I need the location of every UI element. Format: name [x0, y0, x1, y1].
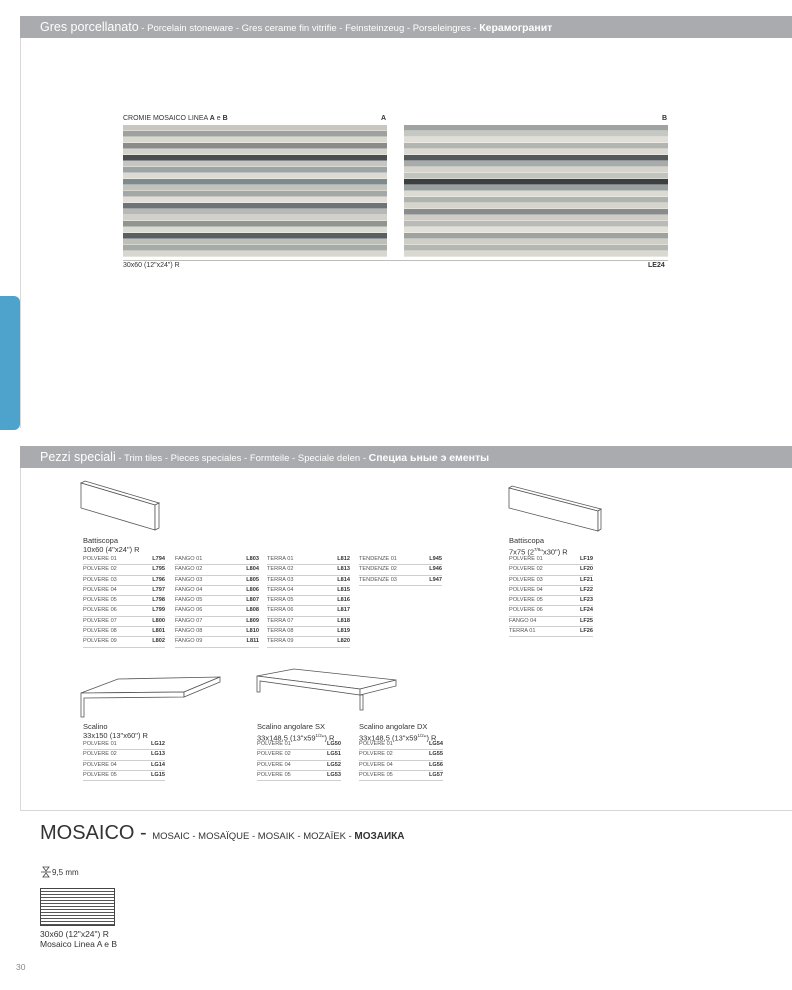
color-name: TERRA 07 — [267, 617, 294, 624]
color-name: FANGO 02 — [175, 566, 203, 573]
article-code: L797 — [152, 586, 165, 593]
article-code: L812 — [337, 556, 350, 562]
article-code: L801 — [152, 628, 165, 635]
table-row — [83, 627, 165, 637]
article-code: L814 — [337, 576, 350, 583]
article-code: L816 — [337, 597, 350, 604]
article-code: LG57 — [429, 771, 443, 778]
table-row — [175, 565, 259, 575]
color-name: TERRA 01 — [509, 628, 536, 635]
tile-swatch-b[interactable] — [404, 125, 668, 257]
article-code: LF22 — [579, 586, 593, 593]
color-name: POLVERE 06 — [509, 607, 543, 614]
tile-size-label: 30x60 (12"x24") R — [123, 262, 180, 269]
tile-stripe — [404, 251, 668, 257]
color-name: POLVERE 04 — [257, 761, 291, 768]
table-row — [257, 761, 341, 771]
color-name: POLVERE 08 — [83, 628, 117, 635]
scalino-angolare-drawing — [256, 668, 398, 712]
color-name: TERRA 09 — [267, 638, 294, 645]
article-code: LF19 — [579, 556, 593, 562]
color-name: FANGO 05 — [175, 597, 203, 604]
article-code: LG51 — [327, 751, 341, 758]
article-code: L806 — [246, 586, 259, 593]
article-code: LG53 — [327, 771, 341, 778]
scalino-dx-table — [359, 740, 443, 781]
table-row — [175, 586, 259, 596]
article-code: L815 — [337, 586, 350, 593]
article-code: L817 — [337, 607, 350, 614]
color-name: POLVERE 02 — [83, 566, 117, 573]
color-name: POLVERE 03 — [83, 576, 117, 583]
table-row — [83, 740, 165, 750]
color-name: POLVERE 01 — [83, 556, 117, 562]
article-code: L819 — [337, 628, 350, 635]
table-row — [83, 750, 165, 760]
table-row — [83, 565, 165, 575]
article-code: LG55 — [429, 751, 443, 758]
battiscopa-table-polvere — [83, 555, 165, 648]
table-row — [509, 586, 593, 596]
scalino-drawing — [80, 675, 222, 719]
page-number: 30 — [16, 962, 26, 972]
table-row — [175, 555, 259, 565]
battiscopa-title: Battiscopa 10x60 (4"x24") R — [83, 536, 140, 554]
color-name: FANGO 08 — [175, 628, 203, 635]
article-code: LG50 — [327, 741, 341, 747]
thickness-value: 9,5 mm — [52, 867, 79, 877]
table-row — [359, 771, 443, 781]
scalino-dx-title: Scalino angolare DX 33x148,5 $(13"x59^{1/2}")$ R — [359, 722, 437, 743]
color-name: TERRA 03 — [267, 576, 294, 583]
article-code: LF23 — [579, 597, 593, 604]
section-header-gres — [20, 16, 792, 38]
mosaico-tile-drawing[interactable] — [40, 888, 115, 926]
article-code: LF25 — [579, 617, 593, 624]
color-name: POLVERE 03 — [509, 576, 543, 583]
color-name: FANGO 04 — [509, 617, 537, 624]
color-name: FANGO 06 — [175, 607, 203, 614]
article-code: LF21 — [579, 576, 593, 583]
section-divider — [20, 810, 792, 811]
scalino-table — [83, 740, 165, 781]
article-code: LG54 — [429, 741, 443, 747]
article-code: L802 — [152, 638, 165, 645]
article-code: LG13 — [151, 751, 165, 758]
battiscopa-table-terra — [267, 555, 350, 648]
table-row — [83, 761, 165, 771]
article-code: LF24 — [579, 607, 593, 614]
battiscopa-table-tendenze — [359, 555, 442, 586]
table-row — [509, 555, 593, 565]
table-row — [83, 596, 165, 606]
article-code: LF20 — [579, 566, 593, 573]
color-name: TERRA 04 — [267, 586, 294, 593]
thickness-indicator — [40, 866, 79, 878]
color-name: TERRA 02 — [267, 566, 294, 573]
table-row — [359, 565, 442, 575]
color-name: FANGO 04 — [175, 586, 203, 593]
trim-title-main: Pezzi speciali — [40, 450, 116, 464]
table-row — [83, 586, 165, 596]
color-name: POLVERE 09 — [83, 638, 117, 645]
color-name: POLVERE 01 — [359, 741, 393, 747]
scalino-sx-title: Scalino angolare SX 33x148,5 $(13"x59^{1/2}")$ R — [257, 722, 335, 743]
color-name: POLVERE 02 — [359, 751, 393, 758]
header-title-cyrillic: Керамогранит — [479, 22, 553, 34]
table-row — [83, 555, 165, 565]
color-name: FANGO 07 — [175, 617, 203, 624]
color-name: POLVERE 05 — [359, 771, 393, 778]
article-code: L795 — [152, 566, 165, 573]
color-name: TENDENZE 02 — [359, 566, 397, 573]
color-name: POLVERE 06 — [83, 607, 117, 614]
article-code: L799 — [152, 607, 165, 614]
battiscopa-7x75-drawing — [508, 485, 602, 533]
battiscopa-table-fango — [175, 555, 259, 648]
article-code: L805 — [246, 576, 259, 583]
color-name: POLVERE 02 — [509, 566, 543, 573]
table-row — [267, 555, 350, 565]
table-row — [509, 596, 593, 606]
article-code: L947 — [429, 576, 442, 583]
color-name: POLVERE 04 — [83, 761, 117, 768]
tile-stripe — [123, 251, 387, 257]
article-code: LG15 — [151, 771, 165, 778]
tile-code-label: LE24 — [648, 262, 665, 269]
table-row — [175, 617, 259, 627]
battiscopa-7x75-table — [509, 555, 593, 637]
article-code: L796 — [152, 576, 165, 583]
tile-a-marker: A — [381, 115, 387, 122]
color-name: FANGO 03 — [175, 576, 203, 583]
table-row — [359, 740, 443, 750]
tile-b-marker: B — [662, 115, 668, 122]
article-code: L807 — [246, 597, 259, 604]
color-name: POLVERE 04 — [83, 586, 117, 593]
article-code: L818 — [337, 617, 350, 624]
tile-series-label: CROMIE MOSAICO LINEA A e B — [123, 115, 228, 122]
table-row — [267, 637, 350, 647]
table-row — [257, 771, 341, 781]
table-row — [359, 761, 443, 771]
table-row — [509, 617, 593, 627]
article-code: L945 — [429, 556, 442, 562]
article-code: L800 — [152, 617, 165, 624]
table-row — [83, 606, 165, 616]
section-header-trim — [20, 446, 792, 468]
table-row — [257, 740, 341, 750]
mosaico-title: MOSAICO - MOSAIC - MOSAÏQUE - MOSAIK - MOZAÏEK - МОЗАИКА — [40, 822, 405, 844]
table-row — [267, 606, 350, 616]
color-name: POLVERE 04 — [509, 586, 543, 593]
thickness-icon — [40, 866, 52, 878]
color-name: TERRA 05 — [267, 597, 294, 604]
article-code: LG56 — [429, 761, 443, 768]
table-row — [359, 555, 442, 565]
table-row — [267, 586, 350, 596]
table-row — [509, 576, 593, 586]
mosaico-caption: 30x60 (12"x24") R Mosaico Linea A e B — [40, 929, 118, 949]
table-row — [175, 606, 259, 616]
article-code: L809 — [246, 617, 259, 624]
article-code: L794 — [152, 556, 165, 562]
trim-title-cyrillic: Специа ьные э ементы — [368, 452, 490, 464]
table-row — [83, 771, 165, 781]
color-name: POLVERE 05 — [257, 771, 291, 778]
scalino-title: Scalino 33x150 (13"x60") R — [83, 722, 148, 740]
left-rule-bottom — [20, 456, 21, 810]
table-row — [267, 596, 350, 606]
table-row — [509, 627, 593, 637]
article-code: LG52 — [327, 761, 341, 768]
color-name: TERRA 08 — [267, 628, 294, 635]
scalino-sx-table — [257, 740, 341, 781]
table-row — [175, 596, 259, 606]
color-name: FANGO 09 — [175, 638, 203, 645]
article-code: L804 — [246, 566, 259, 573]
table-row — [83, 576, 165, 586]
color-name: POLVERE 07 — [83, 617, 117, 624]
table-row — [267, 576, 350, 586]
color-name: POLVERE 01 — [83, 741, 117, 747]
article-code: L810 — [246, 628, 259, 635]
color-name: TENDENZE 01 — [359, 556, 397, 562]
article-code: LG12 — [151, 741, 165, 747]
article-code: L813 — [337, 566, 350, 573]
color-name: TERRA 06 — [267, 607, 294, 614]
color-name: POLVERE 02 — [83, 751, 117, 758]
table-row — [359, 576, 442, 586]
color-name: POLVERE 05 — [83, 771, 117, 778]
article-code: L820 — [337, 638, 350, 645]
table-row — [83, 637, 165, 647]
battiscopa-7x75-title: Battiscopa 7x75 $(2^{7/8}"x30")$ R — [509, 536, 568, 557]
header-title-translations: - Porcelain stoneware - Gres cerame fin vitrifie - Feinsteinzeug - Porseleingres - — [138, 23, 480, 34]
article-code: LG14 — [151, 761, 165, 768]
header-title-main: Gres porcellanato — [40, 20, 139, 34]
color-name: POLVERE 04 — [359, 761, 393, 768]
left-rule-top — [20, 16, 21, 428]
table-row — [83, 617, 165, 627]
swatch-rule — [123, 260, 668, 261]
color-name: POLVERE 02 — [257, 751, 291, 758]
article-code: L946 — [429, 566, 442, 573]
article-code: L811 — [246, 638, 259, 645]
color-name: TERRA 01 — [267, 556, 294, 562]
table-row — [267, 565, 350, 575]
table-row — [175, 637, 259, 647]
color-name: POLVERE 05 — [509, 597, 543, 604]
table-row — [267, 627, 350, 637]
table-row — [257, 750, 341, 760]
color-name: POLVERE 01 — [509, 556, 543, 562]
article-code: L803 — [246, 556, 259, 562]
article-code: L798 — [152, 597, 165, 604]
color-name: POLVERE 05 — [83, 597, 117, 604]
battiscopa-drawing — [80, 480, 160, 532]
side-tab-marker[interactable] — [0, 296, 20, 430]
article-code: LF26 — [579, 628, 593, 635]
table-row — [267, 617, 350, 627]
color-name: TENDENZE 03 — [359, 576, 397, 583]
article-code: L808 — [246, 607, 259, 614]
table-row — [175, 627, 259, 637]
table-row — [509, 606, 593, 616]
trim-title-translations: - Trim tiles - Pieces speciales - Formteile - Speciale delen - — [115, 453, 369, 464]
table-row — [359, 750, 443, 760]
table-row — [509, 565, 593, 575]
table-row — [175, 576, 259, 586]
color-name: FANGO 01 — [175, 556, 203, 562]
color-name: POLVERE 01 — [257, 741, 291, 747]
tile-swatch-a[interactable] — [123, 125, 387, 257]
